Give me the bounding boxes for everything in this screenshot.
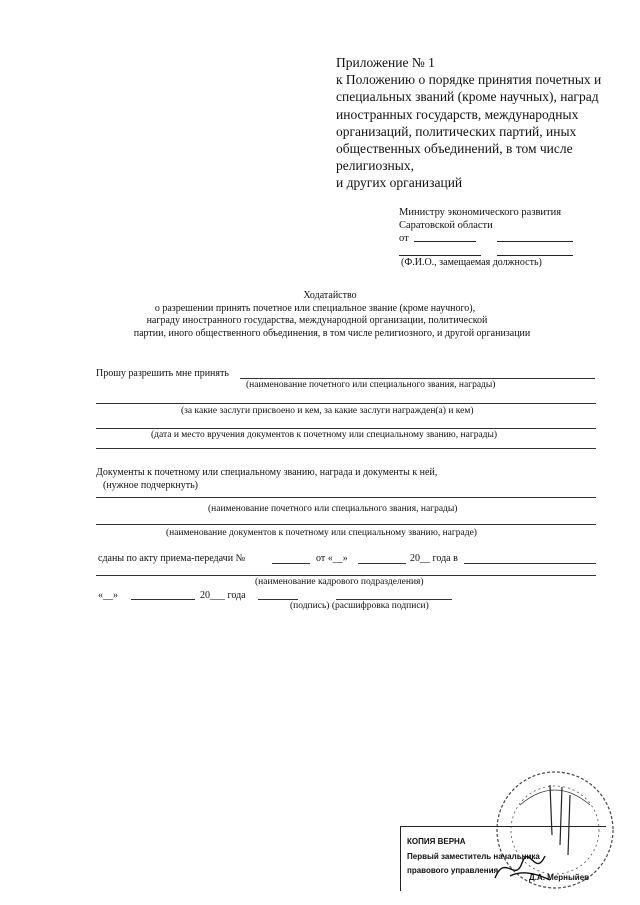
- petition-subtitle-line: о разрешении принять почетное или специальное звание (кроме научного),: [154, 302, 476, 314]
- request-field: [240, 378, 595, 379]
- addressee-field: [414, 241, 476, 242]
- stamp-line: Первый заместитель начальника: [407, 852, 540, 861]
- hr-department-field-2: [96, 575, 596, 576]
- caption-award-name: (наименование почетного или специального звания, награды): [246, 380, 496, 390]
- addressee-caption: (Ф.И.О., замещаемая должность): [401, 257, 542, 268]
- appendix-line: и других организаций: [336, 175, 463, 191]
- appendix-line: иностранных государств, международных: [336, 106, 579, 122]
- act-number-field: [272, 563, 310, 564]
- stamp-line: правового управления: [407, 866, 499, 875]
- appendix-line: к Положению о порядке принятия почетных и: [336, 72, 602, 88]
- addressee-block: [399, 206, 561, 245]
- handover-month-field: [358, 563, 406, 564]
- caption-documents: (наименование документов к почетному или специальному званию, награде): [166, 528, 477, 538]
- documents-list-field: [96, 524, 596, 525]
- caption-award-name-2: (наименование почетного или специального звания, награды): [208, 504, 458, 514]
- caption-delivery: (дата и место вручения документов к почетному или специальному званию, награды): [151, 430, 498, 440]
- hr-department-field: [464, 563, 596, 564]
- petition-title: Ходатайство: [303, 290, 357, 301]
- caption-merit: (за какие заслуги присвоено и кем, за какие заслуги награжден(а) и кем): [181, 406, 474, 416]
- sign-month-field: [131, 599, 195, 600]
- signature-decode-field: [336, 599, 452, 600]
- handover-from-date: от «__»: [316, 553, 348, 564]
- appendix-line: специальных званий (кроме научных), наград: [336, 89, 599, 105]
- underline-note: (нужное подчеркнуть): [103, 480, 198, 491]
- handover-text: сданы по акту приема-передачи №: [98, 553, 246, 564]
- addressee-field: [399, 255, 481, 256]
- delivery-field: [96, 428, 596, 429]
- addressee-line: Саратовской области: [399, 220, 493, 231]
- appendix-line: Приложение № 1: [336, 55, 435, 70]
- addressee-field: [497, 241, 573, 242]
- petition-subtitle-line: награду иностранного государства, международной организации, политической: [146, 315, 488, 326]
- stamp-line: КОПИЯ ВЕРНА: [407, 837, 466, 846]
- addressee-field: [497, 255, 573, 256]
- documents-field: [96, 497, 596, 498]
- caption-hr-department: (наименование кадрового подразделения): [255, 577, 424, 587]
- delivery-field-2: [96, 448, 596, 449]
- appendix-line: организаций, политических партий, иных: [336, 123, 577, 139]
- request-text: Прошу разрешить мне принять: [96, 368, 229, 379]
- sign-date-year: 20___ года: [200, 590, 246, 601]
- appendix-line: религиозных,: [336, 158, 414, 174]
- petition-subtitle-line: партии, иного общественного объединения, в том числе религиозного, и другой организации: [133, 327, 531, 339]
- merit-field: [96, 403, 596, 404]
- petition-title-block: [0, 290, 640, 340]
- addressee-line: Министру экономического развития: [399, 207, 562, 218]
- appendix-line: общественных объединений, в том числе: [336, 141, 573, 157]
- appendix-header: [336, 54, 616, 192]
- documents-text: Документы к почетному или специальному званию, награда и документы к ней,: [96, 467, 438, 478]
- caption-signature: (подпись) (расшифровка подписи): [290, 601, 429, 611]
- handwritten-signature-icon: [490, 848, 560, 888]
- handover-year: 20__ года в: [410, 553, 458, 564]
- addressee-from: от: [399, 233, 409, 244]
- sign-date-day: «__»: [98, 590, 118, 601]
- signature-field: [258, 599, 298, 600]
- stamp-name: Д.А. Мерныйев: [529, 873, 590, 882]
